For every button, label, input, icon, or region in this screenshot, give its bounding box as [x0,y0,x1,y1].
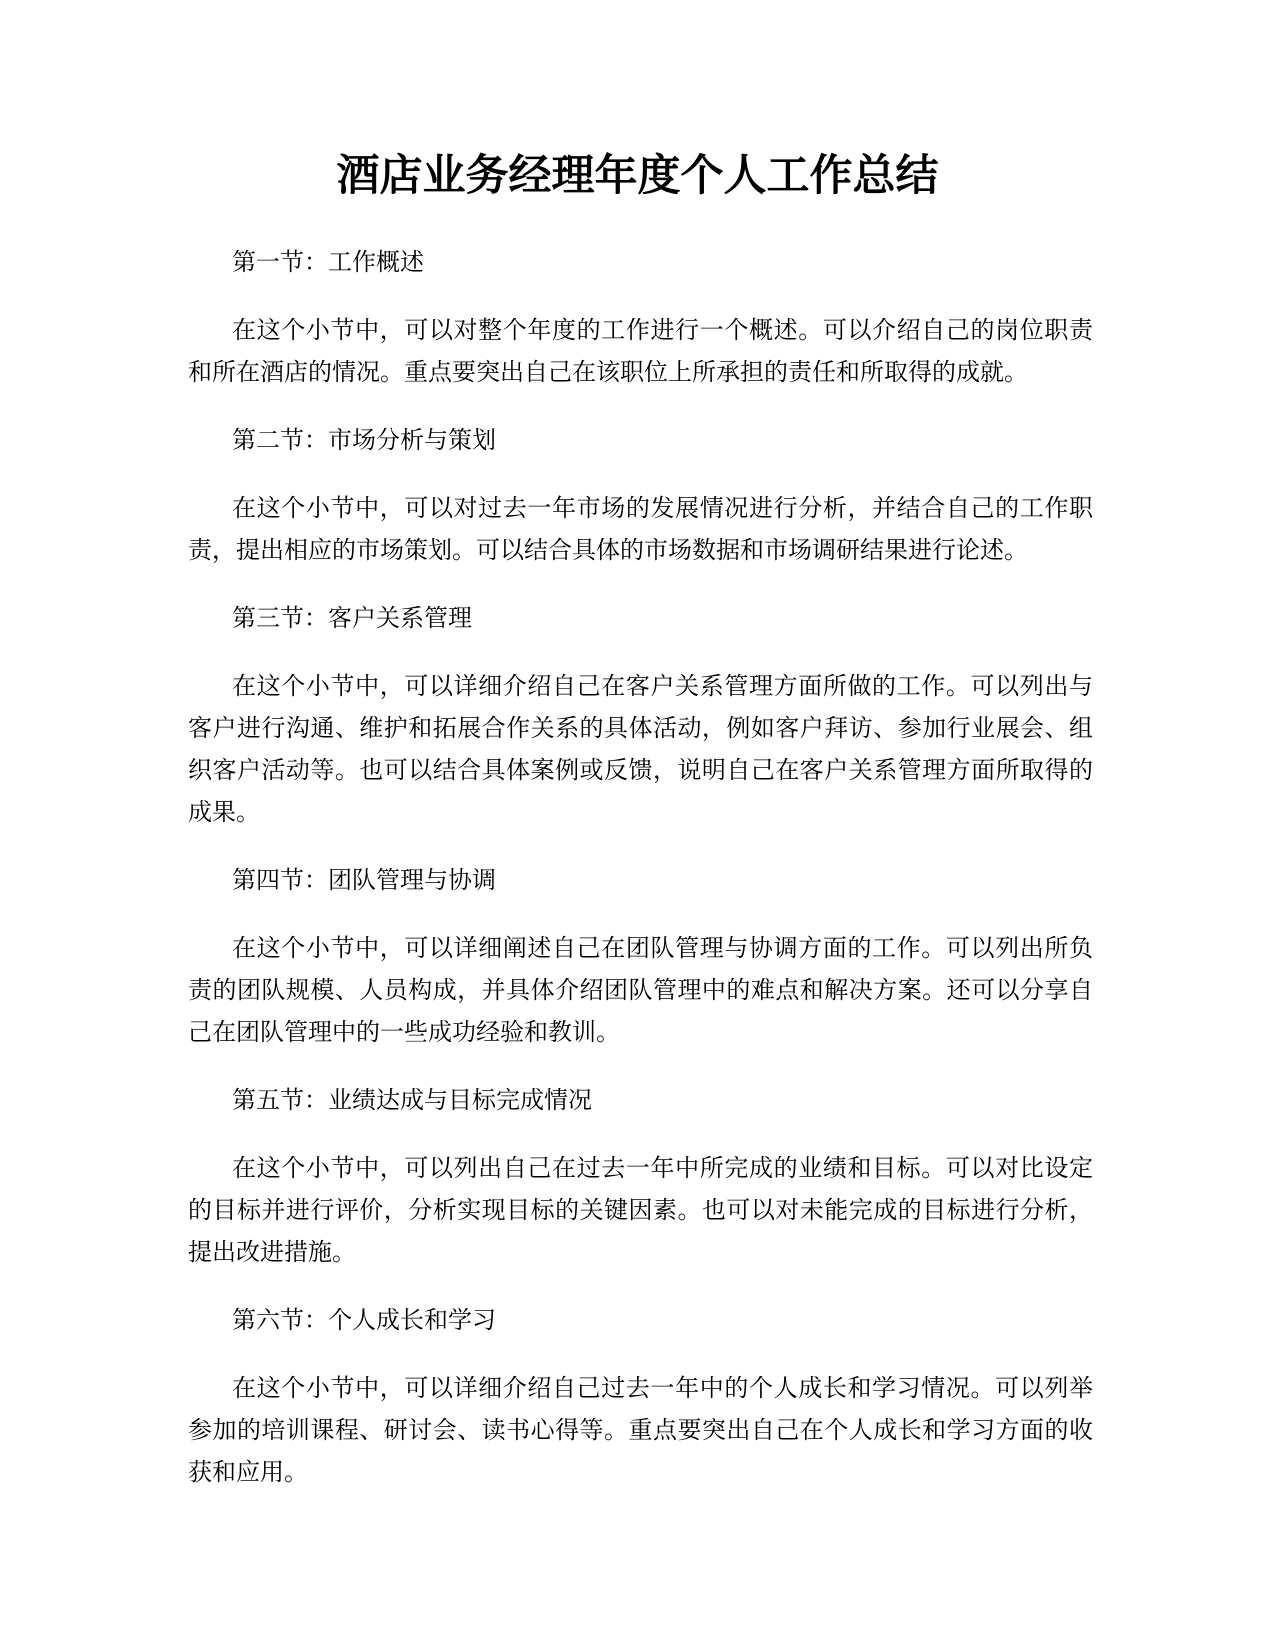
section-paragraph-6: 在这个小节中，可以详细介绍自己过去一年中的个人成长和学习情况。可以列举参加的培训课程、研讨会、读书心得等。重点要突出自己在个人成长和学习方面的收获和应用。 [188,1374,1093,1486]
section-paragraph-1: 在这个小节中，可以对整个年度的工作进行一个概述。可以介绍自己的岗位职责和所在酒店的情况。重点要突出自己在该职位上所承担的责任和所取得的成就。 [188,316,1093,386]
section-heading-4: 第四节：团队管理与协调 [232,866,496,894]
section-heading-2: 第二节：市场分析与策划 [232,426,496,454]
document-body [188,241,1093,1519]
section-heading-5: 第五节：业绩达成与目标完成情况 [232,1086,592,1114]
document-title: 酒店业务经理年度个人工作总结 [336,151,939,201]
section-paragraph-3: 在这个小节中，可以详细介绍自己在客户关系管理方面所做的工作。可以列出与客户进行沟通、维护和拓展合作关系的具体活动，例如客户拜访、参加行业展会、组织客户活动等。也可以结合具体案例或反馈，说明自己在客户关系管理方面所取得的成果。 [188,672,1093,826]
section-heading-3: 第三节：客户关系管理 [232,604,472,632]
section-paragraph-4: 在这个小节中，可以详细阐述自己在团队管理与协调方面的工作。可以列出所负责的团队规模、人员构成，并具体介绍团队管理中的难点和解决方案。还可以分享自己在团队管理中的一些成功经验和教训。 [188,934,1093,1046]
section-heading-1: 第一节：工作概述 [232,248,424,276]
section-paragraph-5: 在这个小节中，可以列出自己在过去一年中所完成的业绩和目标。可以对比设定的目标并进行评价，分析实现目标的关键因素。也可以对未能完成的目标进行分析，提出改进措施。 [188,1154,1093,1266]
section-heading-6: 第六节：个人成长和学习 [232,1306,496,1334]
section-paragraph-2: 在这个小节中，可以对过去一年市场的发展情况进行分析，并结合自己的工作职责，提出相应的市场策划。可以结合具体的市场数据和市场调研结果进行论述。 [188,494,1093,564]
